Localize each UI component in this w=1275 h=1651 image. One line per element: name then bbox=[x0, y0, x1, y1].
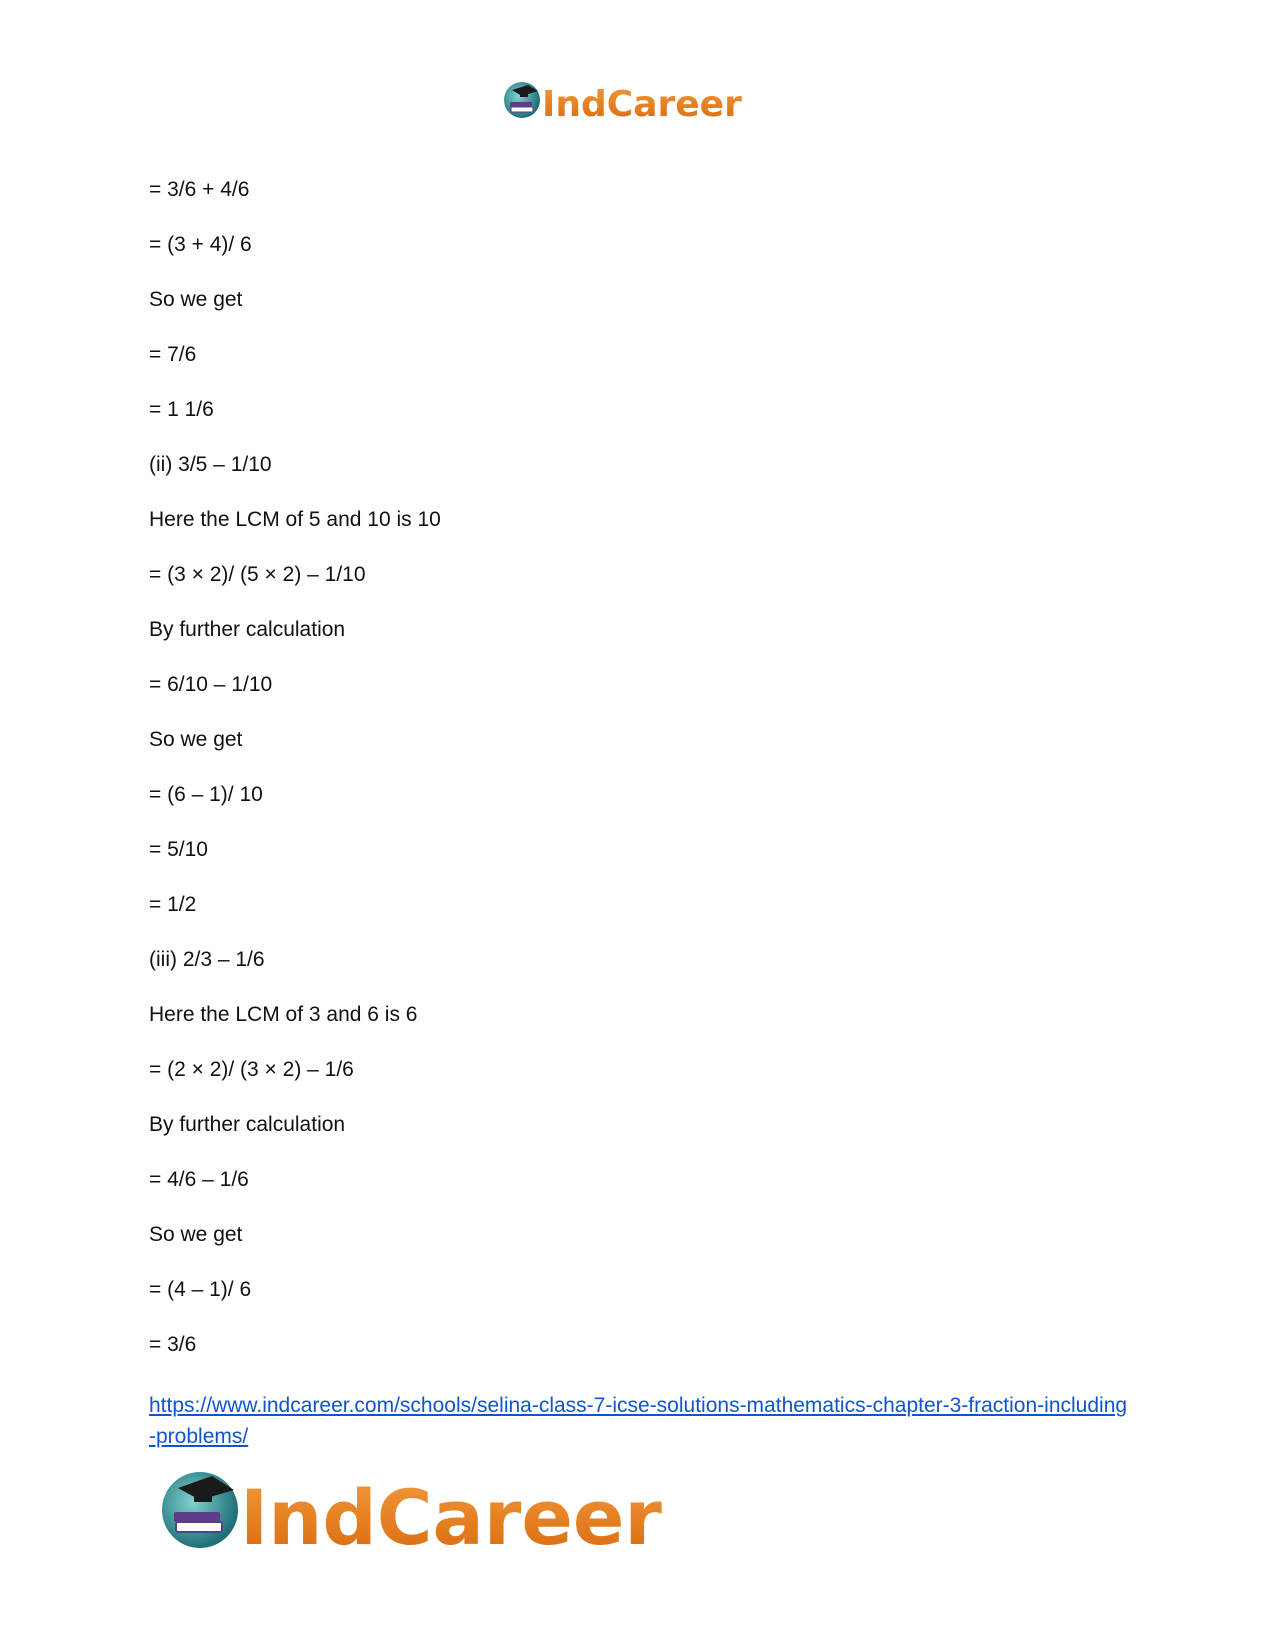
content-line: = 6/10 – 1/10 bbox=[149, 673, 273, 696]
content-line: = 3/6 + 4/6 bbox=[149, 178, 250, 201]
content-line: By further calculation bbox=[149, 1113, 346, 1136]
content-line: So we get bbox=[149, 728, 243, 751]
content-line: = 3/6 bbox=[149, 1333, 197, 1356]
content-line: = 5/10 bbox=[149, 838, 208, 861]
footer-logo-text: IndCareer bbox=[240, 1473, 662, 1562]
content-line: = 4/6 – 1/6 bbox=[149, 1168, 249, 1191]
content-line: = 1 1/6 bbox=[149, 398, 214, 421]
content-line: Here the LCM of 5 and 10 is 10 bbox=[149, 508, 441, 531]
content-line: = (6 – 1)/ 10 bbox=[149, 783, 263, 806]
content-line: = (3 × 2)/ (5 × 2) – 1/10 bbox=[149, 563, 366, 586]
content-line: By further calculation bbox=[149, 618, 346, 641]
content-line: = 1/2 bbox=[149, 893, 197, 916]
globe-books-icon bbox=[162, 1472, 238, 1548]
indcareer-logo-footer bbox=[160, 1462, 700, 1562]
indcareer-logo-header bbox=[502, 78, 772, 130]
content-line: = (4 – 1)/ 6 bbox=[149, 1278, 252, 1301]
solution-content bbox=[149, 178, 1129, 1388]
content-line: (ii) 3/5 – 1/10 bbox=[149, 453, 272, 476]
content-line: = 7/6 bbox=[149, 343, 197, 366]
header-logo-text: IndCareer bbox=[542, 84, 742, 125]
source-link[interactable]: https://www.indcareer.com/schools/selina-class-7-icse-solutions-mathematics-chapter-3-fraction-including-problems/ bbox=[149, 1394, 1128, 1448]
content-line: (iii) 2/3 – 1/6 bbox=[149, 948, 265, 971]
content-line: Here the LCM of 3 and 6 is 6 bbox=[149, 1003, 418, 1026]
globe-books-icon bbox=[504, 82, 540, 118]
content-line: So we get bbox=[149, 288, 243, 311]
content-line: = (2 × 2)/ (3 × 2) – 1/6 bbox=[149, 1058, 354, 1081]
content-line: = (3 + 4)/ 6 bbox=[149, 233, 252, 256]
content-line: So we get bbox=[149, 1223, 243, 1246]
